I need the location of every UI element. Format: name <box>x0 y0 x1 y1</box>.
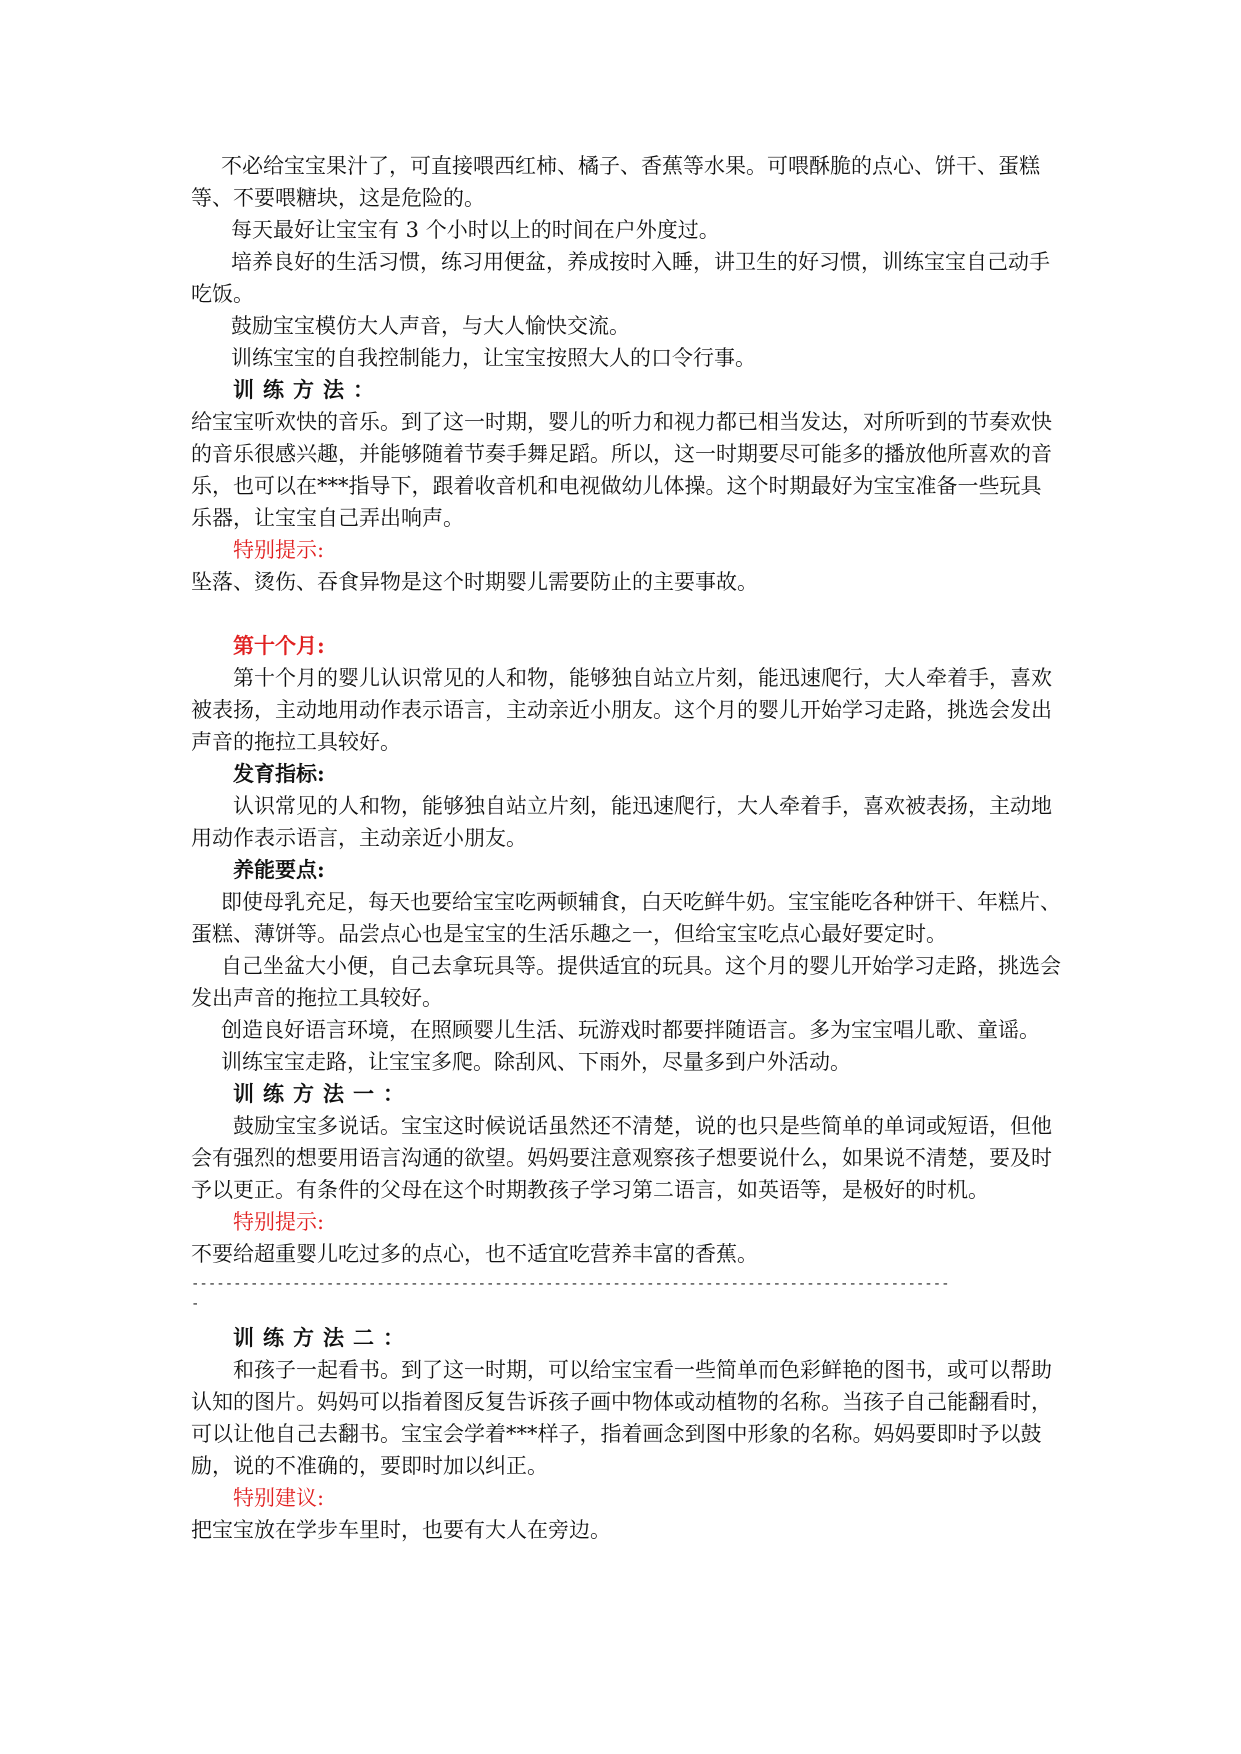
heading-training-method: 训练方法： <box>233 377 383 402</box>
dashed-divider: ------------------------------------------------------------------------------------------ <box>191 1276 950 1292</box>
dashed-divider-tail: - <box>191 1296 200 1312</box>
paragraph-language: 创造良好语言环境，在照顾婴儿生活、玩游戏时都要拌随语言。多为宝宝唱儿歌、童谣。 <box>221 1018 1040 1042</box>
paragraph-outdoor: 每天最好让宝宝有 3 个小时以上的时间在户外度过。 <box>231 218 720 242</box>
paragraph-tip-accidents: 坠落、烫伤、吞食异物是这个时期婴儿需要防止的主要事故。 <box>191 570 758 594</box>
paragraph-suggestion-walker: 把宝宝放在学步车里时，也要有大人在旁边。 <box>191 1518 611 1542</box>
paragraph-development: 认识常见的人和物，能够独自站立片刻，能迅速爬行，大人牵着手，喜欢被表扬，主动地用动作表示语言，主动亲近小朋友。 <box>191 794 1052 850</box>
tip-label: 特别提示: <box>233 1210 325 1234</box>
paragraph-reading: 和孩子一起看书。到了这一时期，可以给宝宝看一些简单而色彩鲜艳的图书，或可以帮助认知的图片。妈妈可以指着图反复告诉孩子画中物体或动植物的名称。当孩子自己能翻看时，可以让他自己去翻书。宝宝会学着***样子，指着画念到图中形象的名称。妈妈要即时予以鼓励，说的不准确的，要即时加以纠正。 <box>191 1358 1052 1478</box>
heading-key-points: 养能要点: <box>233 857 325 882</box>
paragraph-walking: 训练宝宝走路，让宝宝多爬。除刮风、下雨外，尽量多到户外活动。 <box>221 1050 851 1074</box>
document-body <box>191 150 1061 1546</box>
paragraph-imitate: 鼓励宝宝模仿大人声音，与大人愉快交流。 <box>231 314 630 338</box>
suggestion-label: 特别建议: <box>233 1486 325 1510</box>
paragraph-tip-snacks: 不要给超重婴儿吃过多的点心，也不适宜吃营养丰富的香蕉。 <box>191 1242 758 1266</box>
section-title-month-ten: 第十个月: <box>233 633 325 658</box>
paragraph-fruit: 不必给宝宝果汁了，可直接喂西红柿、橘子、香蕉等水果。可喂酥脆的点心、饼干、蛋糕等、不要喂糖块，这是危险的。 <box>191 154 1040 210</box>
paragraph-music: 给宝宝听欢快的音乐。到了这一时期，婴儿的听力和视力都已相当发达，对所听到的节奏欢快的音乐很感兴趣，并能够随着节奏手舞足蹈。所以，这一时期要尽可能多的播放他所喜欢的音乐，也可以在***指导下，跟着收音机和电视做幼儿体操。这个时期最好为宝宝准备一些玩具乐器，让宝宝自己弄出响声。 <box>191 410 1052 530</box>
paragraph-potty: 自己坐盆大小便，自己去拿玩具等。提供适宜的玩具。这个月的婴儿开始学习走路，挑选会发出声音的拖拉工具较好。 <box>191 954 1061 1010</box>
spacer <box>191 598 1061 630</box>
paragraph-feeding: 即使母乳充足，每天也要给宝宝吃两顿辅食，白天吃鲜牛奶。宝宝能吃各种饼干、年糕片、蛋糕、薄饼等。品尝点心也是宝宝的生活乐趣之一，但给宝宝吃点心最好要定时。 <box>191 890 1061 946</box>
paragraph-speaking: 鼓励宝宝多说话。宝宝这时候说话虽然还不清楚，说的也只是些简单的单词或短语，但他会有强烈的想要用语言沟通的欲望。妈妈要注意观察孩子想要说什么，如果说不清楚，要及时予以更正。有条件的父母在这个时期教孩子学习第二语言，如英语等，是极好的时机。 <box>191 1114 1052 1202</box>
paragraph-self-control: 训练宝宝的自我控制能力，让宝宝按照大人的口令行事。 <box>231 346 756 370</box>
tip-label: 特别提示: <box>233 538 325 562</box>
heading-training-method-two: 训练方法二： <box>233 1325 413 1350</box>
heading-training-method-one: 训练方法一： <box>233 1081 413 1106</box>
paragraph-month-intro: 第十个月的婴儿认识常见的人和物，能够独自站立片刻，能迅速爬行，大人牵着手，喜欢被表扬，主动地用动作表示语言，主动亲近小朋友。这个月的婴儿开始学习走路，挑选会发出声音的拖拉工具较好。 <box>191 666 1052 754</box>
paragraph-habits: 培养良好的生活习惯，练习用便盆，养成按时入睡，讲卫生的好习惯，训练宝宝自己动手吃饭。 <box>191 250 1050 306</box>
heading-development: 发育指标: <box>233 761 325 786</box>
